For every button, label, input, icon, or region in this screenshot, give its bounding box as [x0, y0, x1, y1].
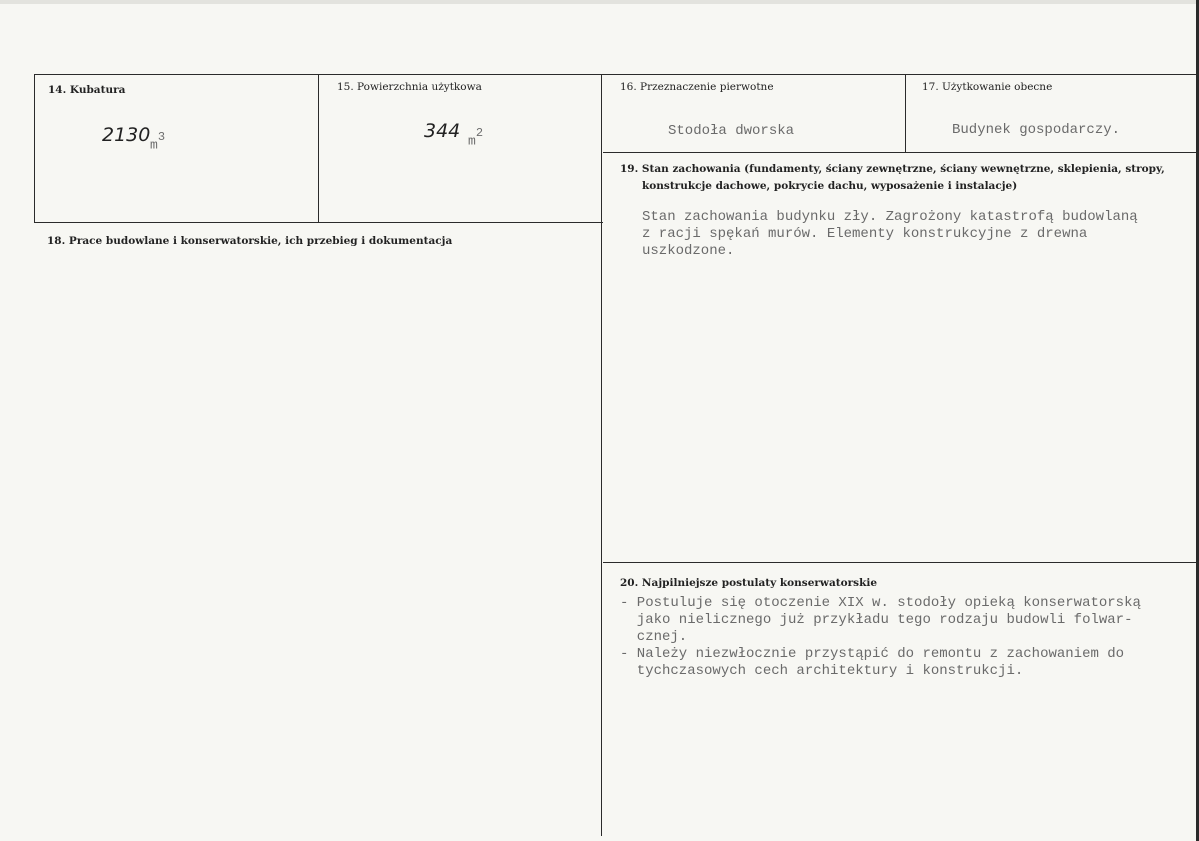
stan-text-line-3: uszkodzone.: [642, 243, 735, 259]
grid-line-top: [34, 74, 1199, 75]
kubatura-value: 2130: [102, 124, 151, 146]
grid-line-col-2: [601, 74, 602, 836]
postulaty-line-2: jako nielicznego już przykładu tego rodzaju budowli folwar-: [620, 612, 1133, 628]
postulaty-line-1: - Postuluje się otoczenie XIX w. stodoły opieką konserwatorską: [620, 595, 1141, 611]
przeznaczenie-value: Stodoła dworska: [668, 123, 795, 139]
postulaty-line-5: tychczasowych cech architektury i konstrukcji.: [620, 663, 1024, 679]
grid-line-left-edge: [34, 74, 35, 223]
stan-label-line-1: 19. Stan zachowania (fundamenty, ściany zewnętrzne, ściany wewnętrzne, sklepienia, stropy,: [620, 163, 1165, 175]
grid-line-col-1: [318, 74, 319, 223]
stan-label-line-2: konstrukcje dachowe, pokrycie dachu, wyposażenie i instalacje): [642, 180, 1018, 192]
prace-label: 18. Prace budowlane i konserwatorskie, ich przebieg i dokumentacja: [47, 235, 453, 247]
uzytkowanie-label: 17. Użytkowanie obecne: [922, 81, 1053, 93]
kubatura-unit: $m^3$: [150, 130, 166, 153]
stan-text-line-1: Stan zachowania budynku zły. Zagrożony katastrofą budowlaną: [642, 209, 1138, 225]
grid-line-right-row2: [603, 152, 1199, 153]
postulaty-line-3: cznej.: [620, 629, 688, 645]
grid-line-col-3: [905, 74, 906, 153]
powierzchnia-unit: $m^2$: [468, 126, 484, 149]
powierzchnia-value: 344: [424, 120, 461, 142]
grid-line-right-row3: [603, 562, 1199, 563]
postulaty-line-4: - Należy niezwłocznie przystąpić do remontu z zachowaniem do: [620, 646, 1125, 662]
przeznaczenie-label: 16. Przeznaczenie pierwotne: [620, 81, 774, 93]
stan-text-line-2: z racji spękań murów. Elementy konstrukcyjne z drewna: [642, 226, 1088, 242]
scan-top-edge: [0, 0, 1199, 4]
kubatura-label: 14. Kubatura: [48, 84, 126, 96]
powierzchnia-label: 15. Powierzchnia użytkowa: [337, 81, 482, 93]
postulaty-label: 20. Najpilniejsze postulaty konserwatorskie: [620, 577, 878, 589]
uzytkowanie-value: Budynek gospodarczy.: [952, 122, 1121, 138]
